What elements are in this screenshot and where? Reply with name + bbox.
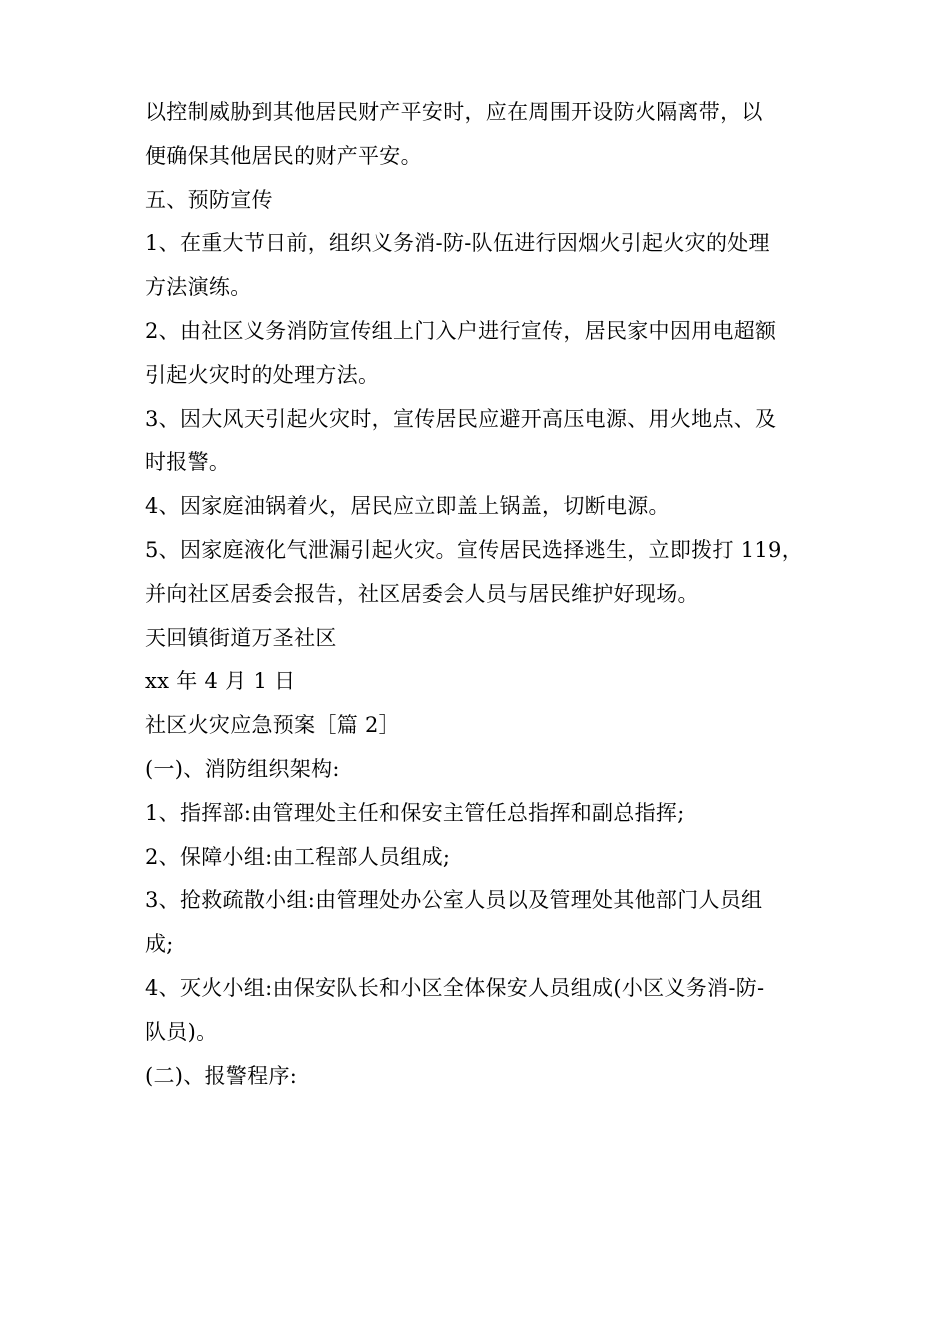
text-line: 以控制威胁到其他居民财产平安时，应在周围开设防火隔离带，以 — [145, 100, 763, 124]
list-item: 2、保障小组:由工程部人员组成; — [145, 844, 451, 869]
text-line: 方法演练。 — [145, 275, 252, 300]
section-heading: (二)、报警程序: — [145, 1063, 298, 1088]
list-item: 1、在重大节日前，组织义务消-防-队伍进行因烟火引起火灾的处理 — [145, 231, 770, 256]
text-line: 并向社区居委会报告，社区居委会人员与居民维护好现场。 — [145, 581, 699, 606]
text-line: 引起火灾时的处理方法。 — [145, 362, 380, 387]
text-line: 成; — [145, 932, 174, 957]
document-body — [145, 91, 825, 1098]
text-line: 便确保其他居民的财产平安。 — [145, 143, 422, 168]
document-title: 社区火灾应急预案［篇 2］ — [145, 713, 400, 738]
list-item: 3、抢救疏散小组:由管理处办公室人员以及管理处其他部门人员组 — [145, 888, 763, 913]
list-item: 2、由社区义务消防宣传组上门入户进行宣传，居民家中因用电超额 — [145, 318, 777, 343]
text-line: 队员)。 — [145, 1019, 218, 1044]
section-heading: 五、预防宣传 — [145, 187, 273, 212]
section-heading: (一)、消防组织架构: — [145, 756, 340, 781]
list-item: 1、指挥部:由管理处主任和保安主管任总指挥和副总指挥; — [145, 800, 685, 825]
list-item: 3、因大风天引起火灾时，宣传居民应避开高压电源、用火地点、及 — [145, 406, 777, 431]
list-item: 4、因家庭油锅着火，居民应立即盖上锅盖，切断电源。 — [145, 494, 670, 519]
list-item: 4、灭火小组:由保安队长和小区全体保安人员组成(小区义务消-防- — [145, 975, 765, 1000]
signature-date: xx 年 4 月 1 日 — [145, 669, 296, 694]
list-item: 5、因家庭液化气泄漏引起火灾。宣传居民选择逃生，立即拨打 119， — [145, 537, 804, 562]
text-line: 时报警。 — [145, 450, 231, 475]
signature-org: 天回镇街道万圣社区 — [145, 625, 337, 650]
